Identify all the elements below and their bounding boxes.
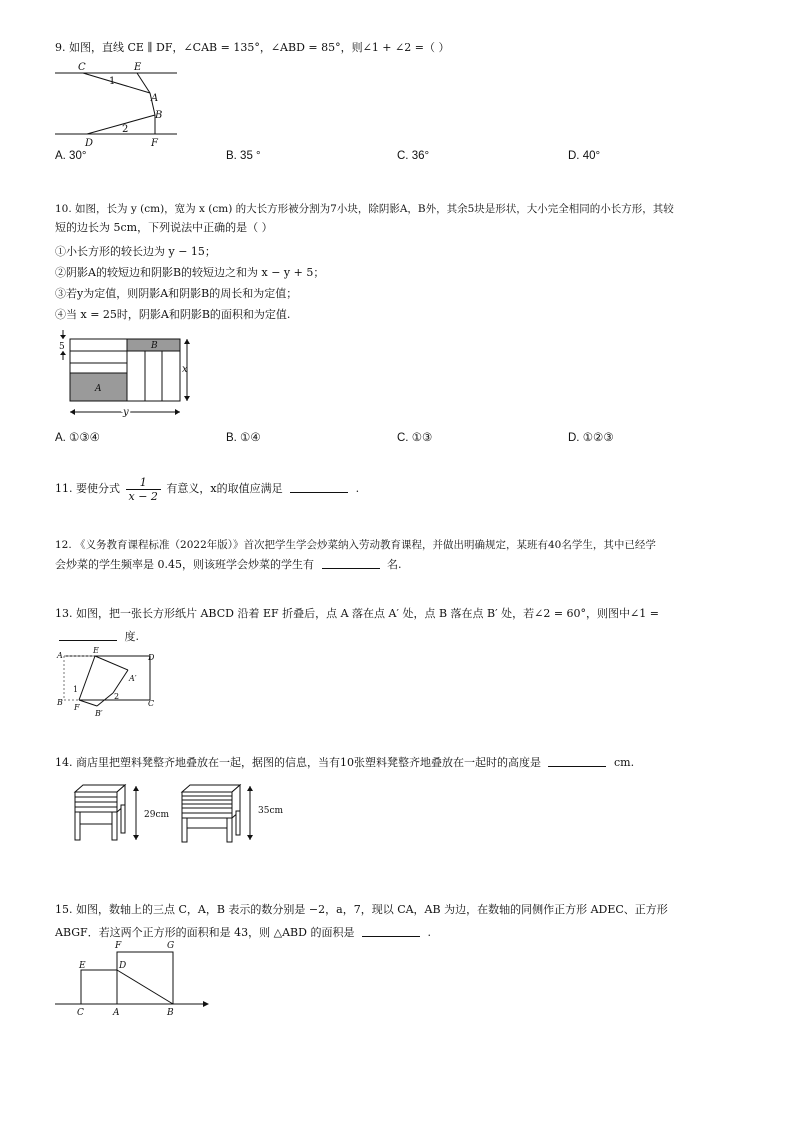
q10-option-d[interactable]: D. ①②③ [568, 432, 614, 444]
q15-answer-blank[interactable] [362, 926, 420, 937]
q14-text: 14. 商店里把塑料凳整齐地叠放在一起，据图的信息，当有10张塑料凳整齐地叠放在一起时的高度是 [55, 756, 541, 769]
q13-label-1: 1 [73, 685, 79, 694]
q9-label-A: A [151, 93, 159, 104]
q9-label-B: B [155, 110, 163, 121]
q9-figure [55, 60, 180, 152]
q10-statement-4: ④当 x = 25时，阴影A和阴影B的面积和为定值. [55, 308, 291, 321]
q15-label-F: F [115, 941, 122, 951]
q12-line2-end: 名. [387, 558, 402, 571]
q10-label-B: B [151, 341, 158, 351]
q11-prefix: 11. 要使分式 [55, 482, 120, 495]
q15-label-B: B [167, 1008, 174, 1018]
q13-label-D: D [148, 653, 155, 662]
q11-numerator: 1 [126, 476, 161, 490]
q14-label-29cm: 29cm [144, 810, 170, 820]
q10-label-5: 5 [59, 342, 65, 352]
q9-option-a[interactable]: A. 30° [55, 150, 87, 162]
q13-label-E: E [93, 646, 99, 655]
q13-label-2: 2 [114, 692, 120, 701]
q13-answer-blank[interactable] [59, 630, 117, 641]
q15-line2-text: ABGF．若这两个正方形的面积和是 43，则 △ABD 的面积是 [55, 926, 355, 939]
q9-stem: 9. 如图，直线 CE ∥ DF，∠CAB = 135°，∠ABD = 85°，则∠1 + ∠2 =（ ） [55, 41, 450, 54]
q14-label-35cm: 35cm [258, 806, 284, 816]
q13-label-A: A [57, 651, 63, 660]
q10-figure [57, 330, 197, 422]
q10-stem-line1: 10. 如图，长为 y (cm)，宽为 x (cm) 的大长方形被分割为7小块，除阴影A，B外，其余5块是形状，大小完全相同的小长方形，其较 [55, 203, 674, 215]
q12-stem-line2 [55, 558, 402, 572]
q13-stem-line1: 13. 如图，把一张长方形纸片 ABCD 沿着 EF 折叠后，点 A 落在点 A′ 处，点 B 落在点 B′ 处，若∠2 = 60°，则图中∠1 = [55, 607, 659, 620]
q15-label-A: A [113, 1008, 120, 1018]
q9-option-b[interactable]: B. 35 ° [226, 150, 261, 162]
q12-line2-text: 会炒菜的学生频率是 0.45，则该班学会炒菜的学生有 [55, 558, 314, 571]
q9-label-2: 2 [122, 124, 129, 135]
q10-statement-1: ①小长方形的较长边为 y − 15； [55, 245, 216, 258]
q15-label-C: C [77, 1008, 84, 1018]
q13-label-Bp: B′ [95, 709, 103, 718]
q15-stem-line1: 15. 如图，数轴上的三点 C，A，B 表示的数分别是 −2，a，7，现以 CA，AB 为边，在数轴的同侧作正方形 ADEC、正方形 [55, 903, 668, 916]
q10-stem-line2: 短的边长为 5cm，下列说法中正确的是（ ） [55, 221, 273, 234]
q13-figure [55, 648, 165, 720]
q10-statement-3: ③若y为定值，则阴影A和阴影B的周长和为定值； [55, 287, 298, 300]
q10-label-x: x [182, 364, 188, 375]
q15-line2-end: . [427, 926, 431, 939]
q11-suffix: 有意义，x的取值应满足 [166, 482, 283, 495]
q14-unit: cm. [613, 756, 635, 769]
q9-label-D: D [85, 138, 94, 149]
q9-label-1: 1 [109, 76, 116, 87]
q14-answer-blank[interactable] [548, 756, 606, 767]
q10-option-c[interactable]: C. ①③ [397, 432, 433, 444]
q13-label-Ap: A′ [129, 674, 137, 683]
q13-label-C: C [148, 699, 155, 708]
q9-label-E: E [134, 62, 142, 73]
q9-option-c[interactable]: C. 36° [397, 150, 430, 162]
q11-stem [55, 475, 359, 503]
q11-denominator: x − 2 [128, 489, 158, 503]
q15-label-G: G [167, 941, 175, 951]
q11-end: . [355, 482, 360, 495]
q10-option-a[interactable]: A. ①③④ [55, 432, 100, 444]
q10-label-A: A [95, 384, 102, 394]
q11-answer-blank[interactable] [290, 482, 348, 493]
q12-stem-line1: 12. 《义务教育课程标准（2022年版）》首次把学生学会炒菜纳入劳动教育课程，并做出明确规定，某班有40名学生，其中已经学 [55, 539, 656, 551]
q13-label-F: F [74, 703, 80, 712]
q14-figure [70, 780, 300, 850]
q12-answer-blank[interactable] [322, 558, 380, 569]
q9-label-C: C [78, 62, 86, 73]
q10-option-b[interactable]: B. ①④ [226, 432, 261, 444]
q15-figure [55, 938, 215, 1020]
q14-stem [55, 756, 634, 770]
q15-label-D: D [119, 961, 127, 971]
q13-label-B: B [57, 698, 63, 707]
q13-stem-line2 [55, 630, 139, 644]
q9-option-d[interactable]: D. 40° [568, 150, 601, 162]
q10-statement-2: ②阴影A的较短边和阴影B的较短边之和为 x − y + 5； [55, 266, 325, 279]
q15-label-E: E [79, 961, 86, 971]
q9-label-F: F [151, 138, 158, 149]
q11-fraction [126, 476, 161, 503]
q10-label-y: y [123, 407, 129, 418]
q13-line2-end: 度. [124, 630, 139, 643]
